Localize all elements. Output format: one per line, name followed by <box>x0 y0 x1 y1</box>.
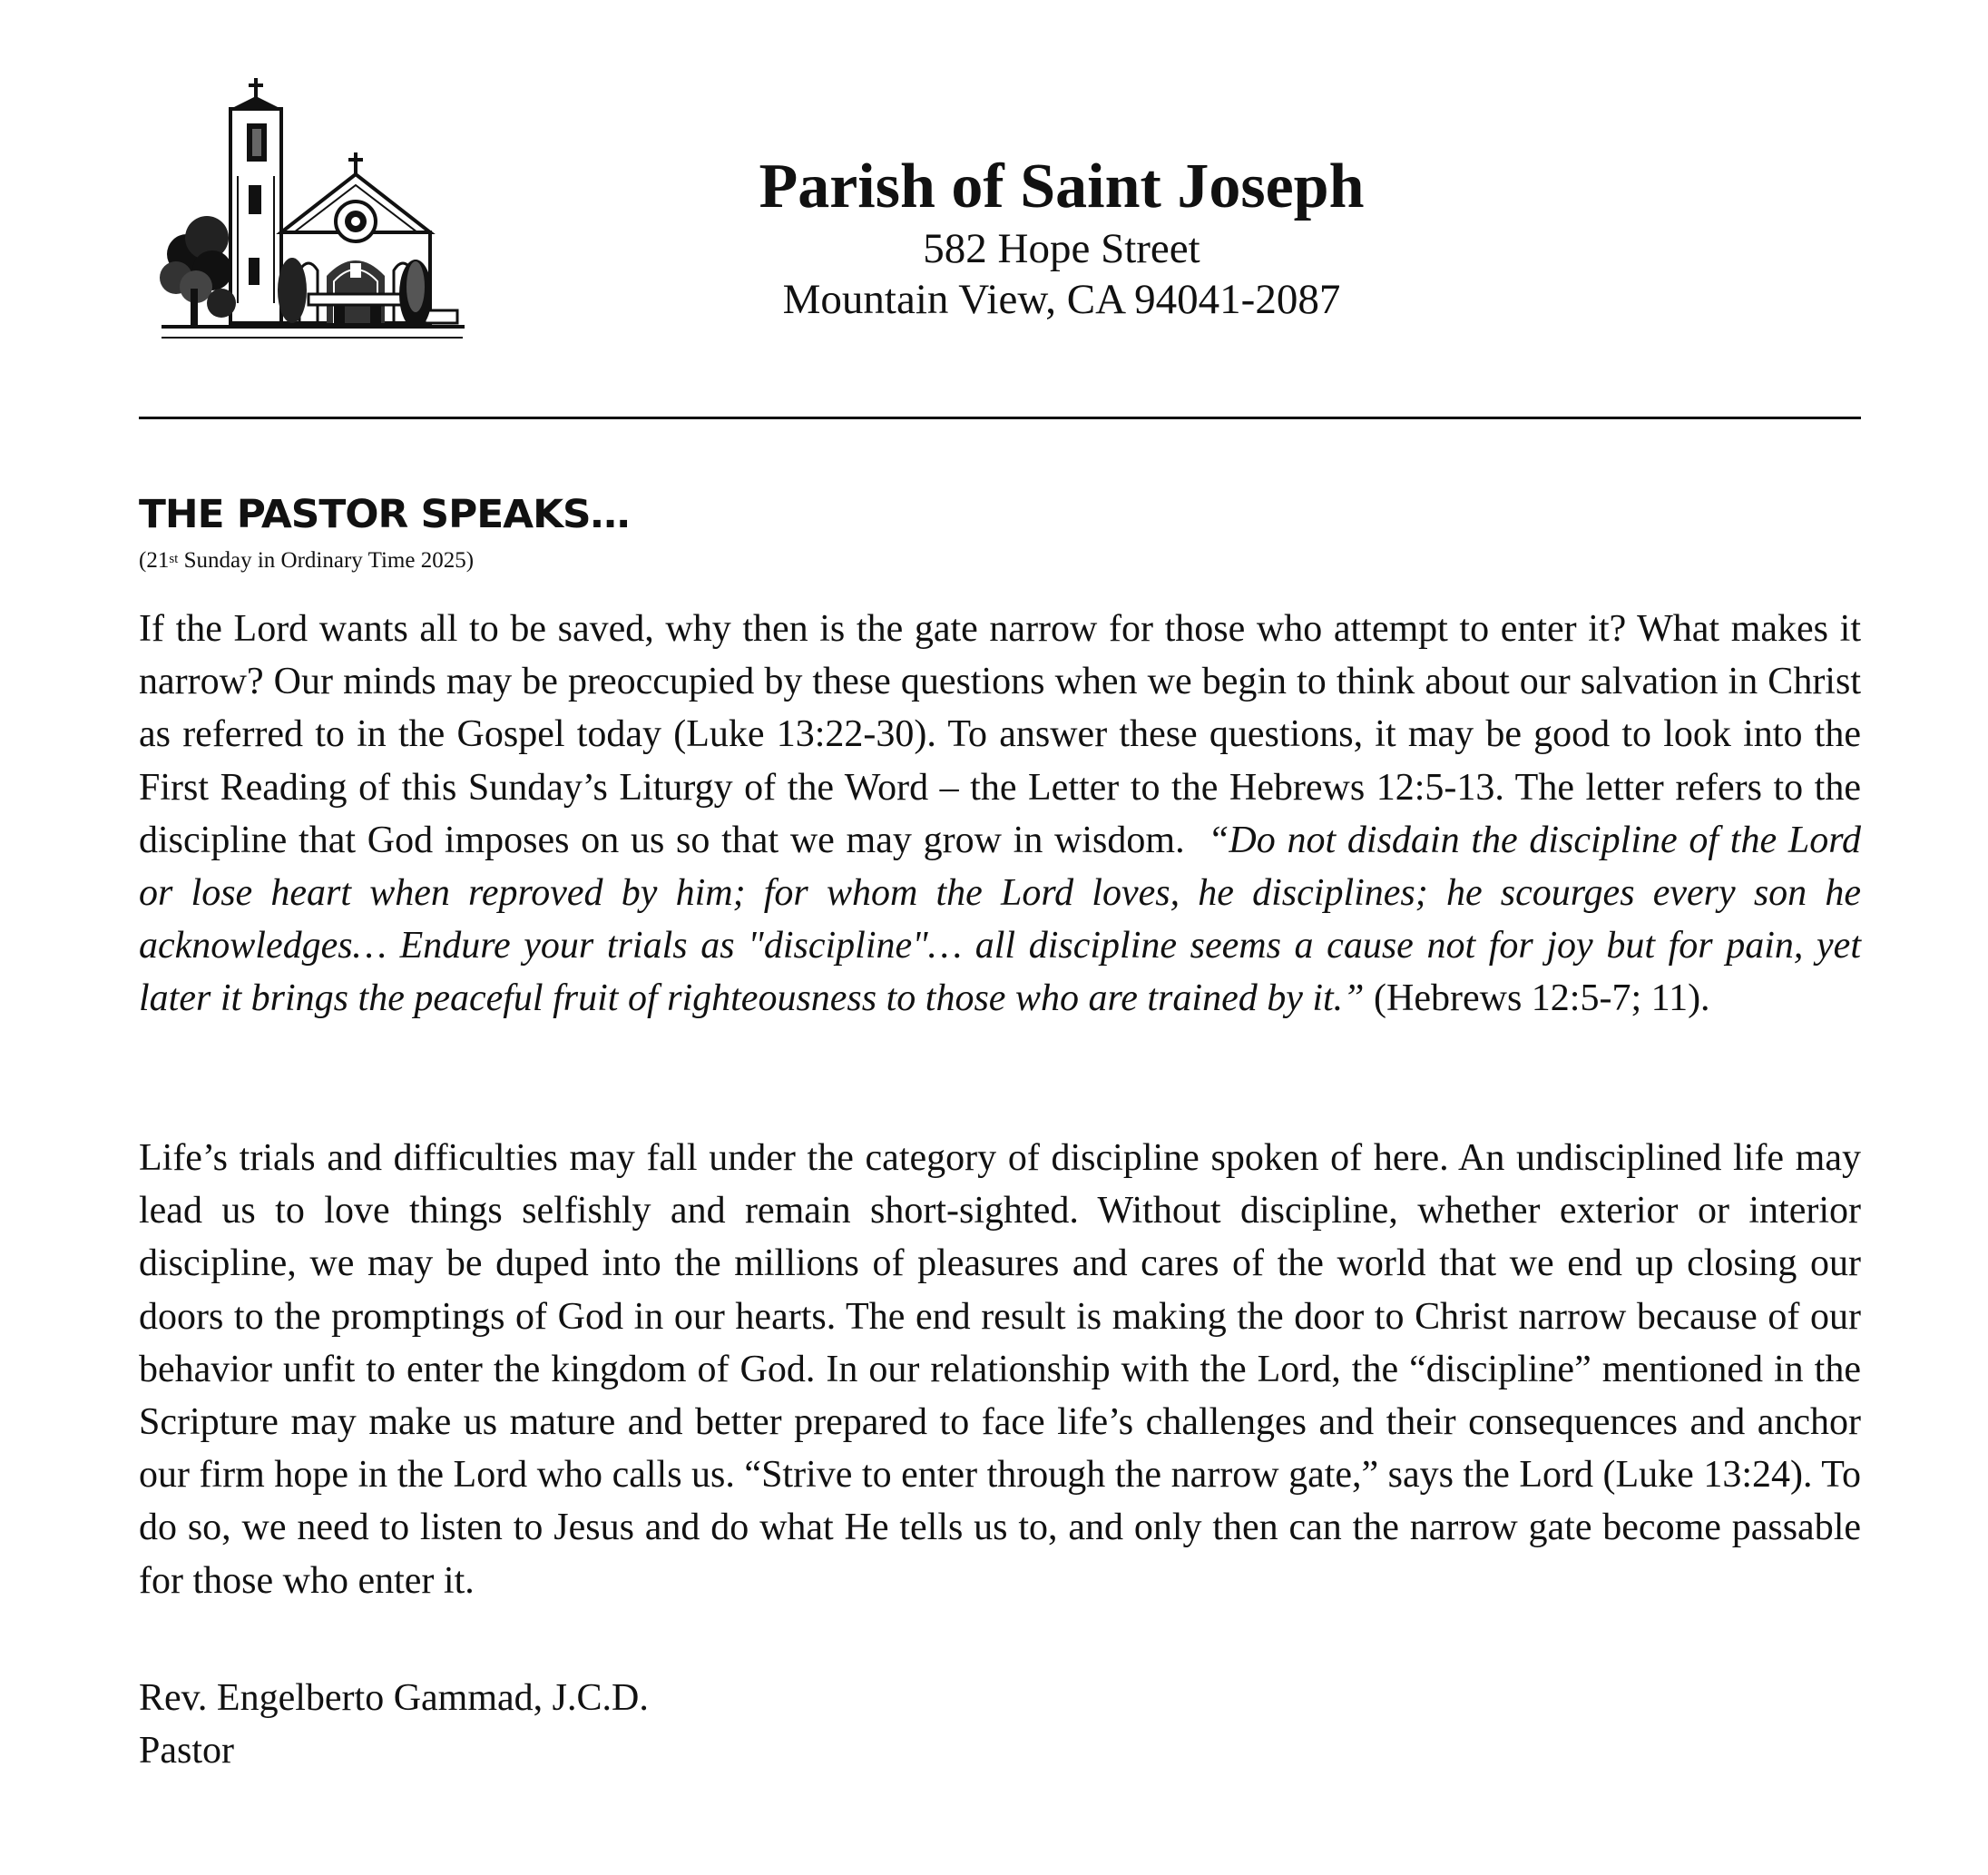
paragraph-2: Life’s trials and difficulties may fall under the category of discipline spoken of here. An undisciplined life may lead us to love things selfishly and remain short-sighted. Without discipline, whether exterior or interior discipline, we may be duped into the millions of pleasures and cares of the world that we end up closing our doors to the promptings of God in our hearts. The end result is making the door to Christ narrow because of our behavior unfit to enter the kingdom of God. In our relationship with the Lord, the “discipline” mentioned in the Scripture may make us mature and better prepared to face life’s challenges and their consequences and anchor our firm hope in the Lord who calls us. “Strive to enter through the narrow gate,” says the Lord (Luke 13:24). To do so, we need to listen to Jesus and do what He tells us to, and only then can the narrow gate become passable for those who enter it. <box>139 1137 1861 1602</box>
header-divider <box>139 417 1861 419</box>
city-state-zip: Mountain View, CA 94041-2087 <box>782 276 1341 323</box>
signature-block <box>139 1672 649 1777</box>
signature-name: Rev. Engelberto Gammad, J.C.D. <box>139 1677 649 1719</box>
subtitle-prefix: (21 <box>139 548 170 573</box>
section-title: THE PASTOR SPEAKS… <box>139 492 630 537</box>
church-icon <box>156 76 483 365</box>
parish-name: Parish of Saint Joseph <box>759 152 1365 221</box>
paragraph-1 <box>139 603 1861 1026</box>
subtitle-ordinal: st <box>169 552 179 566</box>
signature-title: Pastor <box>139 1730 234 1772</box>
letterhead <box>690 151 1434 325</box>
scripture-citation: (Hebrews 12:5-7; 11). <box>1374 977 1710 1020</box>
subtitle-suffix: Sunday in Ordinary Time 2025) <box>178 548 475 573</box>
section-subtitle <box>139 547 474 574</box>
street-address: 582 Hope Street <box>923 225 1200 272</box>
scripture-quote: “Do not disdain the discipline of the Lord or lose heart when reproved by him; for whom the Lord loves, he disciplines; he scourges every son he acknowledges… Endure your trials as "discipline"… all discipline seems a cause not for joy but for pain, yet later it brings the peaceful fruit of righteousness to those who are trained by it.” <box>139 819 1861 1020</box>
paragraph-1-intro: If the Lord wants all to be saved, why then is the gate narrow for those who attempt to enter it? What makes it narrow? Our minds may be preoccupied by these questions when we begin to think about our salvation in Christ as referred to in the Gospel today (Luke 13:22-30). To answer these questions, it may be good to look into the First Reading of this Sunday’s Liturgy of the Word – the Letter to the Hebrews 12:5-13. The letter refers to the discipline that God imposes on us so that we may grow in wisdom. <box>139 608 1861 861</box>
